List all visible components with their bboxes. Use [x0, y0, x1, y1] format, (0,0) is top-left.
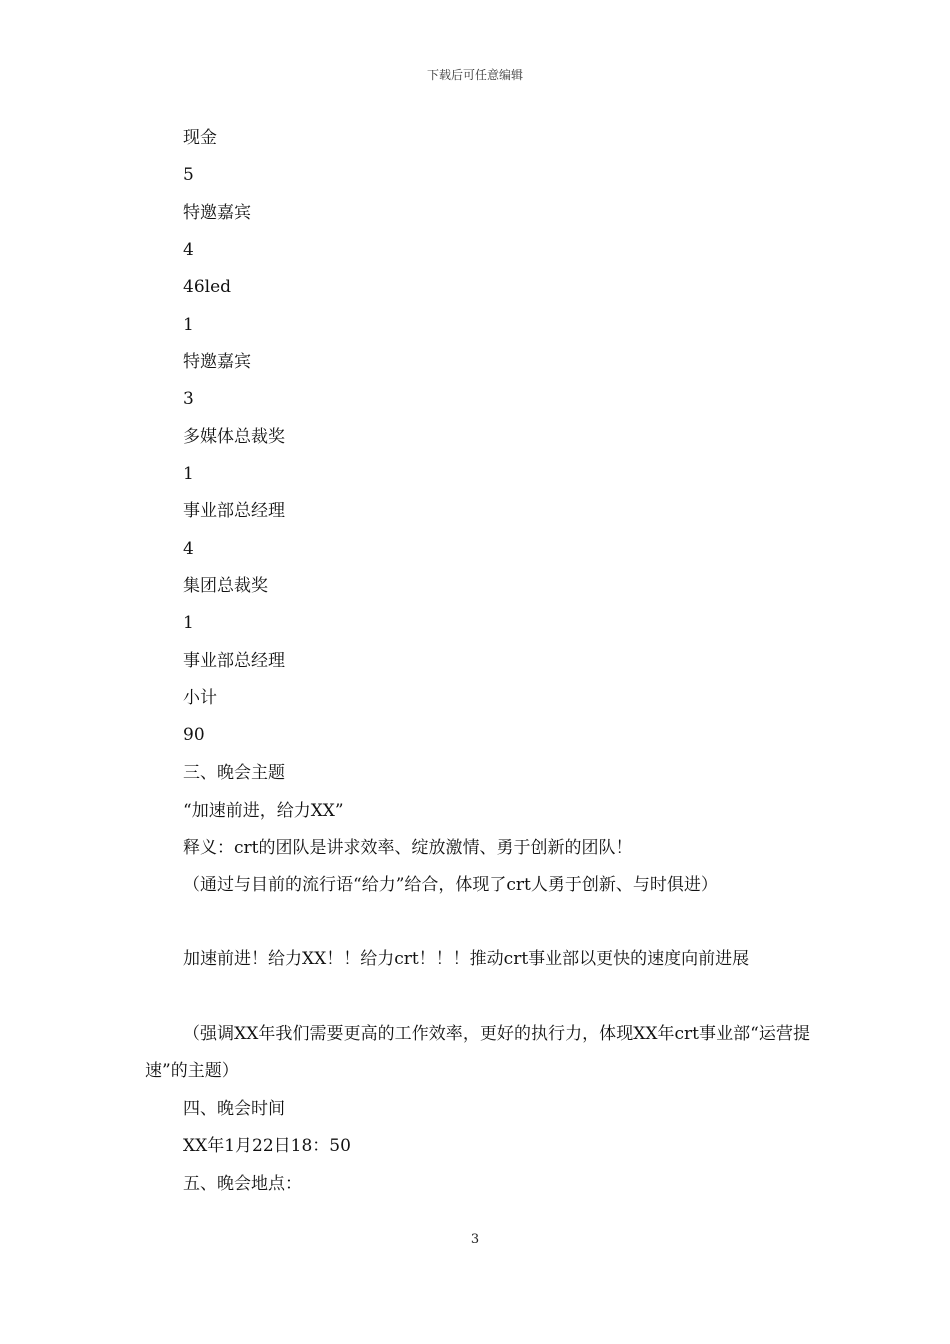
page-number: 3: [470, 1232, 480, 1247]
text-line: “加速前进，给力XX”: [183, 801, 344, 821]
section-heading: 五、晚会地点：: [183, 1174, 302, 1194]
text-line: XX年1月22日18：50: [183, 1136, 351, 1156]
text-line: 特邀嘉宾: [183, 352, 251, 372]
text-line: 集团总裁奖: [183, 576, 268, 596]
text-line: 释义：crt的团队是讲求效率、绽放激情、勇于创新的团队！: [183, 838, 633, 858]
text-line: 1: [183, 613, 194, 633]
paragraph: 加速前进！给力XX！！给力crt！！！推动crt事业部以更快的速度向前进展: [183, 949, 750, 969]
paragraph: （强调XX年我们需要更高的工作效率，更好的执行力，体现XX年crt事业部“运营提速”的主题）: [145, 1024, 810, 1081]
text-line: 多媒体总裁奖: [183, 427, 285, 447]
text-line: 事业部总经理: [183, 501, 285, 521]
text-line: 1: [183, 315, 194, 335]
text-line: 现金: [183, 128, 217, 148]
text-line: 46led: [183, 277, 232, 297]
text-line: 1: [183, 464, 194, 484]
text-line: 3: [183, 389, 194, 409]
text-line: 90: [183, 725, 205, 745]
text-line: 5: [183, 165, 194, 185]
section-heading: 四、晚会时间: [183, 1099, 285, 1119]
text-line: 特邀嘉宾: [183, 203, 251, 223]
text-line: 小计: [183, 688, 217, 708]
text-line: 事业部总经理: [183, 651, 285, 671]
page-header: 下载后可任意编辑: [426, 68, 523, 82]
paragraph: （通过与目前的流行语“给力”给合，体现了crt人勇于创新、与时俱进）: [183, 875, 718, 895]
text-line: 4: [183, 539, 194, 559]
text-line: 4: [183, 240, 194, 260]
section-heading: 三、晚会主题: [183, 763, 285, 783]
